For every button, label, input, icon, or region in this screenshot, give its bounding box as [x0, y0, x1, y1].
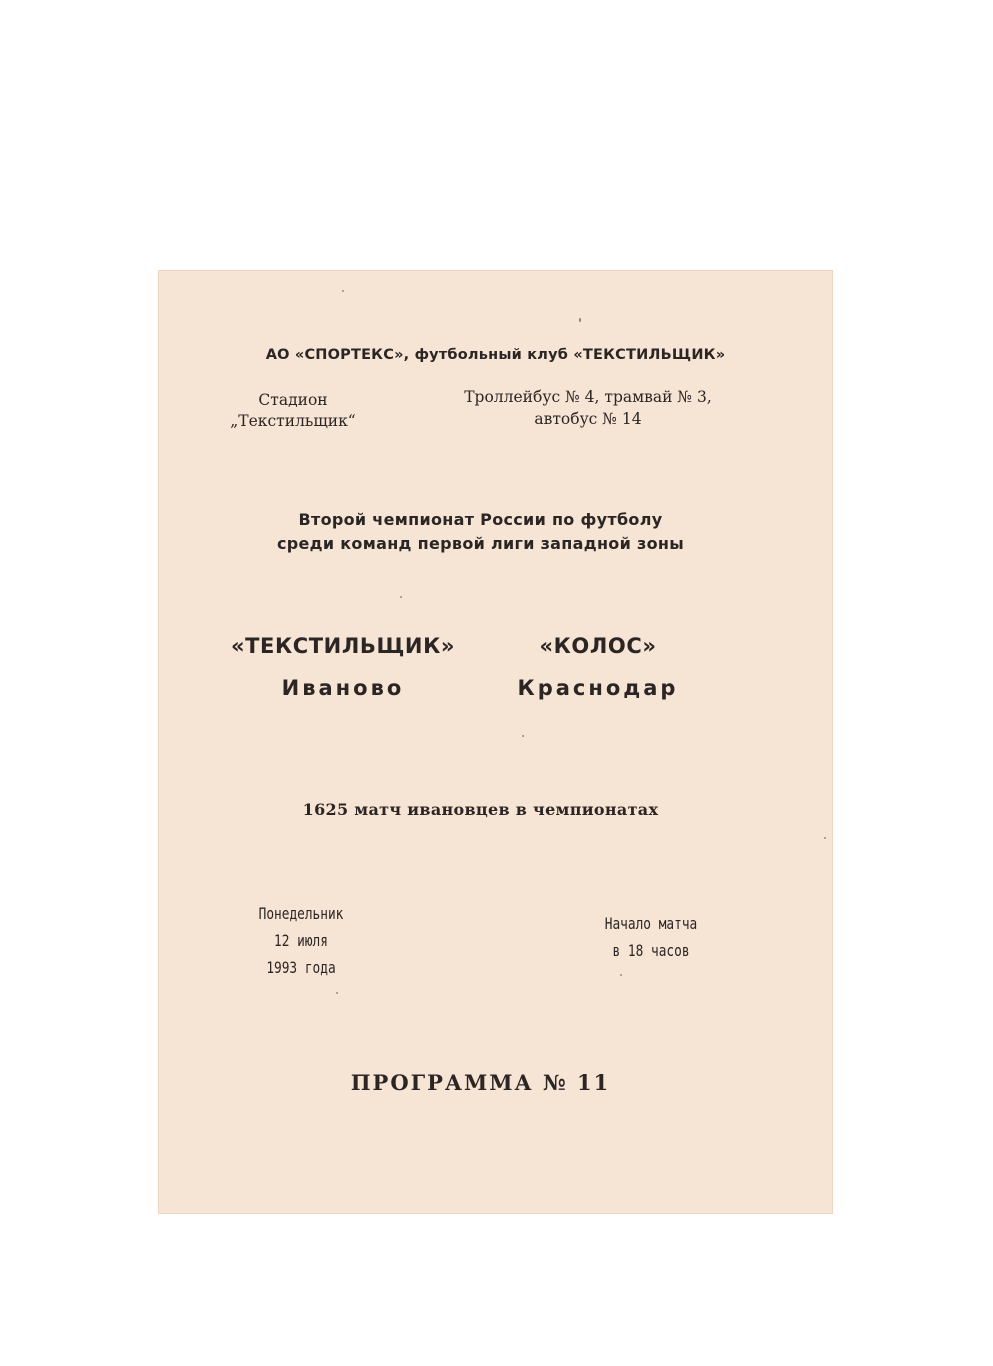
- transport-line-2: автобус № 14: [534, 410, 642, 428]
- programme-sheet: [158, 270, 833, 1214]
- transport-info: [428, 386, 748, 430]
- match-date: [249, 900, 353, 981]
- match-year: 1993 года: [266, 958, 336, 977]
- print-speck: [400, 596, 402, 598]
- championship-line-2: среди команд первой лиги западной зоны: [276, 534, 684, 553]
- home-team-city: Иваново: [281, 676, 405, 700]
- home-team-name: «ТЕКСТИЛЬЩИК»: [230, 634, 456, 658]
- print-speck: [336, 992, 338, 994]
- away-team-name: «КОЛОС»: [539, 634, 657, 658]
- print-speck: [824, 837, 826, 839]
- programme-number: ПРОГРАММА № 11: [350, 1070, 611, 1095]
- match-day: 12 июля: [274, 931, 328, 950]
- kickoff-line-2: в 18 часов: [612, 941, 690, 960]
- championship-title: [158, 508, 803, 556]
- print-speck: [620, 974, 622, 976]
- championship-line-1: Второй чемпионат России по футболу: [298, 510, 663, 529]
- print-speck: [342, 290, 344, 292]
- stadium-name: „Текстильщик“: [230, 412, 356, 430]
- print-speck: [579, 318, 581, 322]
- publisher-header: АО «СПОРТЕКС», футбольный клуб «ТЕКСТИЛЬЩИК»: [265, 347, 726, 363]
- match-count: 1625 матч ивановцев в чемпионатах: [302, 800, 659, 819]
- transport-line-1: Троллейбус № 4, трамвай № 3,: [464, 388, 712, 406]
- print-speck: [522, 735, 524, 737]
- kickoff-line-1: Начало матча: [604, 914, 698, 933]
- stadium-info: [218, 390, 368, 432]
- stadium-label: Стадион: [258, 391, 328, 409]
- away-team-city: Краснодар: [517, 676, 679, 700]
- match-weekday: Понедельник: [258, 904, 344, 923]
- kickoff-time: [591, 910, 711, 964]
